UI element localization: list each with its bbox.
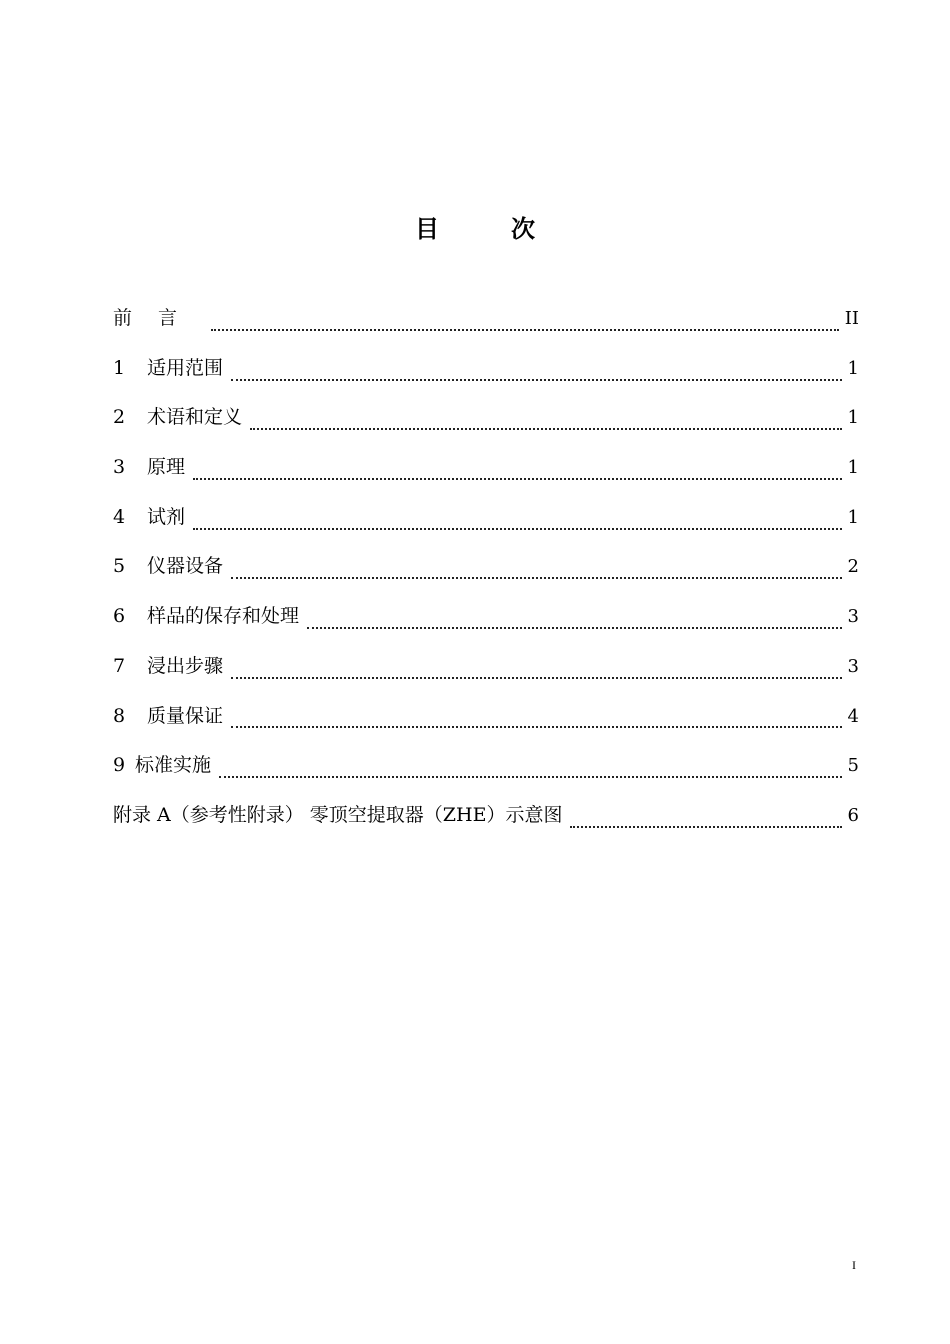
toc-entry-page: 1 — [847, 506, 859, 528]
toc-entry-title: 标准实施 — [135, 754, 212, 777]
toc-leader-dots — [570, 812, 841, 832]
toc-entry-appendix-a[interactable] — [113, 797, 859, 847]
toc-entry-page: 5 — [847, 755, 859, 777]
table-of-contents — [113, 300, 859, 847]
toc-entry-number: 5 — [113, 555, 126, 578]
toc-entry-preface[interactable] — [113, 300, 859, 350]
toc-entry-number: 7 — [113, 654, 126, 677]
toc-leader-dots — [250, 414, 842, 434]
toc-entry-7[interactable] — [113, 648, 859, 698]
toc-entry-title: 浸出步骤 — [147, 654, 224, 677]
toc-entry-number: 4 — [113, 505, 126, 528]
toc-entry-1[interactable] — [113, 350, 859, 400]
toc-leader-dots — [307, 613, 842, 633]
toc-entry-title: 附录 A（参考性附录） 零顶空提取器（ZHE）示意图 — [113, 803, 563, 826]
toc-entry-page: 1 — [847, 457, 859, 479]
toc-entry-title: 术语和定义 — [147, 406, 243, 429]
toc-entry-number: 2 — [113, 406, 126, 429]
toc-entry-title: 试剂 — [147, 505, 186, 528]
toc-entry-2[interactable] — [113, 399, 859, 449]
toc-entry-5[interactable] — [113, 548, 859, 598]
toc-leader-dots — [211, 315, 839, 335]
toc-leader-dots — [231, 365, 842, 385]
toc-leader-dots — [231, 712, 842, 732]
toc-entry-3[interactable] — [113, 449, 859, 499]
toc-entry-8[interactable] — [113, 698, 859, 748]
toc-entry-title: 适用范围 — [147, 356, 224, 379]
toc-entry-page: 1 — [847, 407, 859, 429]
toc-entry-title: 前言 — [113, 307, 204, 329]
footer-page-number: I — [852, 1258, 856, 1272]
toc-entry-page: 6 — [847, 804, 859, 826]
toc-entry-page: 2 — [847, 556, 859, 578]
toc-leader-dots — [193, 514, 842, 534]
toc-entry-4[interactable] — [113, 499, 859, 549]
toc-leader-dots — [193, 464, 842, 484]
toc-entry-title: 仪器设备 — [147, 555, 224, 578]
page-title: 目 次 — [415, 215, 559, 243]
toc-entry-number: 3 — [113, 456, 126, 479]
toc-leader-dots — [219, 762, 842, 782]
toc-entry-page: II — [844, 308, 859, 329]
toc-entry-title: 原理 — [147, 456, 186, 479]
toc-entry-page: 3 — [847, 655, 859, 677]
toc-leader-dots — [231, 563, 842, 583]
toc-entry-6[interactable] — [113, 598, 859, 648]
toc-entry-page: 3 — [847, 606, 859, 628]
toc-entry-page: 4 — [847, 705, 859, 727]
toc-entry-title: 样品的保存和处理 — [147, 605, 300, 628]
toc-entry-9[interactable] — [113, 747, 859, 797]
toc-entry-title: 质量保证 — [147, 704, 224, 727]
toc-entry-number: 1 — [113, 356, 126, 379]
toc-entry-number: 6 — [113, 605, 126, 628]
toc-entry-page: 1 — [847, 357, 859, 379]
toc-entry-number: 8 — [113, 704, 126, 727]
toc-leader-dots — [231, 663, 842, 683]
toc-entry-number: 9 — [113, 754, 126, 777]
